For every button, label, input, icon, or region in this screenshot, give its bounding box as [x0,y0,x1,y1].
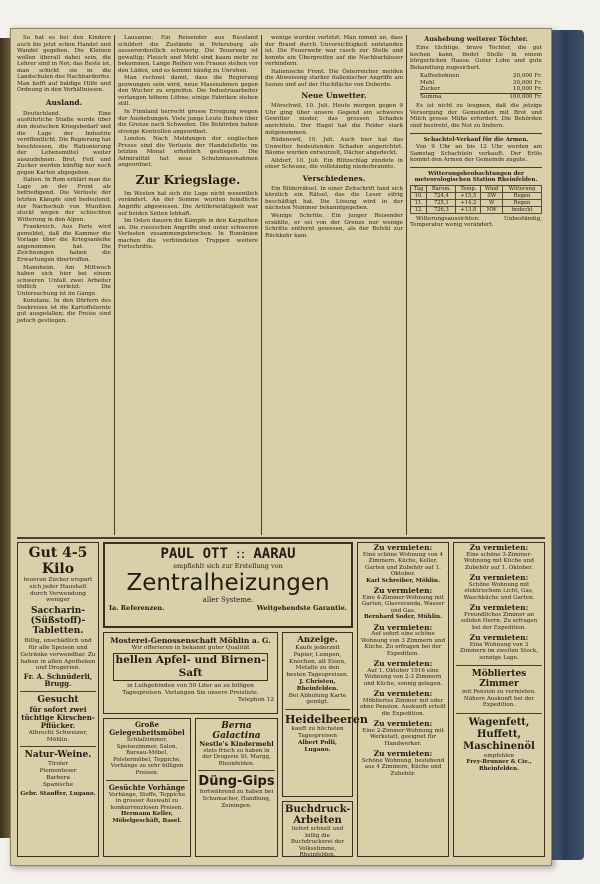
ad-vermieten-name: Bernhard Soder, Mühlin. [363,614,443,620]
ad-heidelbeeren-text: kauft zu höchsten Tagespreisen [291,726,344,739]
ad-vermieten-title: Zu vermieten: [469,633,529,642]
ad-saccharin [17,542,99,857]
ad-anzeige-head: Anzeige. [297,635,338,645]
ad-mosterei-sub: Wir offerieren in bekannt guter Qualität [131,645,250,651]
column-3 [265,35,403,533]
ad-vermieten [456,545,542,571]
ad-anzeige-seller: J. Christen, Rheinfelden. [296,678,339,692]
ad-wagenfett-text: empfehlen [484,752,514,759]
col3-p6: Ein Bilderrätsel. In einer Zeitschrift fand sich kürzlich ein Rätsel, das die Leser eifrig beschäftigt hat. Die Lösung wird in der nächsten Nummer bekanntgegeben. [265,185,403,212]
ad-moebel [103,718,191,857]
ad-moebl-text: mit Pension zu vermieten. Nähere Auskunft bei der Expedition. [462,689,536,708]
ad-wagenfett-seller: Frey-Brunner & Cie., Rheinfelden. [466,759,532,772]
ad-vermieten [360,588,446,621]
ad-mosterei-terms: in Leihgebinden von 50 Liter an zu billigen Tagespreisen. Verlangen Sie unsere Preisliste. [122,683,259,696]
ad-vermieten-text: Möbliertes Zimmer mit oder ohne Pension. Auskunft erteilt die Expedition. [360,697,446,717]
col4-heading2: Schachtel-Verkauf für die Armen. [423,136,529,143]
ad-vermieten-title: Zu vermieten: [469,543,529,552]
col4-p1: Eine tüchtige, brave Tochter, die gut kochen kann, findet Stelle in einem bürgerlichen Hause. Guter Lohn und gute Behandlung zugesichert. [410,45,542,71]
divider [410,167,542,168]
ad-mosterei [103,632,278,714]
wine-item: Barbera [46,774,70,781]
column-rule [114,35,115,535]
divider [456,713,542,714]
ad-mosterei-contact: Telephon 12 [237,696,274,703]
divider [106,780,188,781]
ad-vermieten-title: Zu vermieten: [373,659,433,668]
col4-heading3: Witterungsbeobachtungen der meteorologischen Station Rheinfelden. [414,170,538,184]
column-1 [17,35,111,533]
col3-heading1: Neue Unwetter. [301,91,367,101]
divider [285,709,350,710]
ad-gips-text: fortwährend zu haben bei Schumacher, Handlung, Zeiningen. [199,789,274,809]
ad-moebl-title: Möbliertes Zimmer [471,669,527,689]
ad-gips-title: Düng-Gips [198,774,275,790]
ad-vermieten [360,545,446,584]
ads-divider [17,537,545,539]
ad-gesucht-text: für sofort zwei tüchtige Kirschen-Pflücker. [21,704,95,730]
col3-p7: Wenige Schritte. Ein junger Reisender erzählte, er sei von der Grenze nur wenige Schritte entfernt gewesen, als der Befehl zur Rückkehr kam. [265,213,403,239]
weather-table-row: 12. 726,3 +13,8 NW bedeckt [411,206,542,213]
ad-ott-main: Zentralheizungen [126,570,330,596]
ad-vermieten-column [357,542,449,857]
weather-table-row: 11. 725,1 +14,2 W Regen [411,199,542,206]
ad-berna-sub: Nestle's Kindermehl [199,740,274,748]
ad-vermieten-title: Zu vermieten: [373,586,433,595]
ad-vermieten [360,751,446,777]
ad-mosterei-head: Mosterei-Genossenschaft Möhlin a. G. [110,636,271,645]
ad-saccharin-seller: Fr. A. Schnüderli, Brugg. [23,672,93,688]
ad-wine-seller: Gebr. Stauffer, Lugano. [20,790,96,797]
ad-vermieten-text: Eine Wohnung von 3 Zimmern im zweiten Stock, sonnige Lage. [459,641,539,661]
ad-paul-ott [103,542,353,628]
ad-vermieten [456,635,542,661]
ad-berna-brand: Berna [221,721,252,731]
col3-p5: Altdorf, 10. Juli. Ein Blitzschlag zündete in einer Scheune, die vollständig niederbrannte. [265,157,403,171]
ad-vermieten-title: Zu vermieten: [373,543,433,552]
wine-item: Spanische [42,781,74,788]
ad-vermieten-text: Eine schöne 3-Zimmer-Wohnung mit Küche und Zubehör auf 1. Oktober. [464,551,534,571]
ad-vermieten [456,575,542,601]
ad-ott-header [109,546,347,562]
col3-p1: wenige wurden verletzt. Man nimmt an, dass der Brand durch Unvorsichtigkeit entstanden ist. Die Feuerwehr war rasch zur Stelle und konnte ein Übergreifen auf die Nachbarhäuser verhindern. [265,35,403,68]
ad-wagenfett [456,717,542,773]
divider [456,665,542,666]
ad-moebel-text: Schlafzimmer, Speisezimmer, Salon, Bureau-Möbel, Polstermöbel, Teppiche, Vorhänge zu sehr billigen Preisen. [110,737,184,776]
ad-saccharin-text: Billig, unschädlich und für alle Speisen und Getränke verwendbar. Zu haben in allen Apotheken und Drogerien. [20,638,96,672]
ad-moebel-seller: Hermann Keller, Möbelgeschäft, Basel. [112,811,182,824]
ad-vermieten [360,691,446,717]
col3-p3: Mörschwil, 10. Juli. Heute morgen gegen 9 Uhr ging über unsere Gegend ein schweres Gewitter nieder, das grossen Schaden anrichtete. Der Hagel hat die Felder stark mitgenommen. [265,103,403,136]
ad-vermieten-text: Freundliches Zimmer an soliden Herrn. Zu erfragen bei der Expedition. [460,611,538,631]
ad-vermieten-name: Karl Schreiber, Möhlin. [366,577,440,584]
ad-buchdruck-text: liefert schnell und billig die Buchdruckerei der Volksstimme, Rheinfelden. [290,826,345,859]
col2-p6: Im Osten dauern die Kämpfe in den Karpathen an. Die russischen Angriffe sind unter schweren Verlusten zusammengebrochen. In Rumänien machen die verbündeten Truppen weitere Fortschritte. [118,218,258,251]
ad-ott-right: Weitgehendste Garantie. [256,604,347,612]
ad-saccharin-sub: teueren Zucker erspart sich jeder Haushalt durch Verwendung weniger [23,577,93,604]
col2-p4: London. Nach Meldungen der englischen Presse sind die Verluste der Handelsflotte im letzten Monat erheblich gestiegen. Die Admiralität hat neue Schutzmassnahmen angeordnet. [118,136,258,169]
sales-list [420,73,542,100]
col4-p3: Von 9 Uhr an bis 12 Uhr werden am Samstag Schachteln verkauft. Der Erlös kommt den Armen der Gemeinde zugute. [410,144,542,164]
col3-heading2: Verschiedenes. [302,173,366,183]
col1-p2: Italien. In Rom erklärt man die Lage an der Front als befriedigend. Die Verluste der letzten Kämpfe sind bedeutend; der Nachschub von Munition stockt wegen der schlechten Witterung in den Alpen. [17,177,111,223]
weather-table-row: 10. 724,4 +15,5 SW Regen [411,192,542,199]
ad-wagenfett-title: Wagenfett, Huffett, Maschinenöl [463,716,535,752]
book-cover-edge [548,30,584,860]
ad-vermieten-text: Eine 4-Zimmer-Wohnung mit Garten, Glasveranda, Wasser und Gas. [361,594,445,614]
ad-anzeige-text: Kaufe jederzeit Papier, Lumpen, Knochen, alt Eisen, Metalle zu den besten Tagespreisen. [286,645,349,679]
col1-p5: Konstanz. In den Dörfern des Seekreises ist die Kartoffelernte gut ausgefallen; die Preise sind jedoch gestiegen. [17,298,111,324]
ad-ott-left: Ia. Referenzen. [109,604,165,612]
weather-table [410,185,542,214]
ad-wine-title: Natur-Weine. [24,750,92,761]
ad-vermieten-text: Schöne Wohnung, bestehend aus 4 Zimmern, Küche und Zubehör. [361,757,445,777]
ad-saccharin-product: Saccharin-(Süßstoff)-Tabletten. [30,606,86,637]
col2-p2: Man rechnet damit, dass die Regierung gezwungen sein wird, neue Massnahmen gegen den Wucher zu ergreifen. Die Industriearbeiter verlangen höhere Löhne; einige Fabriken stehen still. [118,75,258,108]
ad-heidelbeeren-seller: Albert Polli, Lugano. [298,739,337,753]
col2-p5: Im Westen hat sich die Lage nicht wesentlich verändert. An der Somme wurden feindliche Angriffe abgewiesen. Die Artillerietätigkeit war auf beiden Seiten lebhaft. [118,190,258,217]
sales-row: Zucker 10,000 Fr. [420,86,542,93]
col1-p3: Frankreich. Aus Paris wird gemeldet, daß die Kammer die Vorlage über die Kriegsanleihe angenommen hat. Die Zeichnungen haben die Erwartungen übertroffen. [17,224,111,263]
ad-buchdruck-title: Buchdruck-Arbeiten [285,804,351,826]
col2-heading: Zur Kriegslage. [135,172,241,187]
ad-ott-sep: :: [235,546,246,562]
ad-vermieten-text: Eine 2-Zimmer-Wohnung mit Werkstatt, geeignet für Handwerker. [362,727,444,747]
col4-foot: Witterungsaussichten: Unbeständig, Temperatur wenig verändert. [410,215,542,229]
ad-vorhaenge-text: Vorhänge, Stoffe, Teppiche in grosser Auswahl zu konkurrenzlosen Preisen. [108,791,186,811]
ad-vermieten-title: Zu vermieten: [373,622,433,632]
weather-table-header: Tag Barom. Temp. Wind Witterung [411,185,542,192]
ad-vermieten-title: Zu vermieten: [469,573,529,582]
ad-gesucht-title: Gesucht [37,694,79,705]
ad-vorhaenge-head: Gesüchte Vorhänge [108,782,186,792]
ad-vermieten-text: Schöne Wohnung mit elektrischem Licht, Gas, Waschküche und Garten. [463,581,535,601]
ad-vermieten-text: Auf 1. Oktober 1916 eine Wohnung von 2-3 Zimmern und Küche, sonnig gelegen. [363,667,443,687]
ad-ott-sub: aller Systeme. [202,596,254,604]
ad-moebliertes-zimmer [456,669,542,709]
divider [20,746,96,747]
divider [410,133,542,134]
newspaper-page [10,28,552,866]
divider [198,770,275,771]
ad-anzeige-text2: Bei Abholung Karte genügt. [288,692,347,706]
ad-berna-product: Galactina [212,731,261,741]
ad-berna [195,718,278,857]
ad-ott-city: AARAU [253,546,296,562]
ad-vermieten-text: Auf sofort eine schöne Wohnung von 3 Zimmern und Küche. Zu erfragen bei der Expedition. [360,631,446,657]
column-2 [118,35,258,533]
ad-vermieten [360,661,446,687]
ad-mosterei-main: hellen Apfel- und Birnen-Saft [113,653,268,681]
ad-ott-name: PAUL OTT [160,546,228,562]
ad-vermieten-title: Zu vermieten: [373,749,433,758]
ad-moebel-head: Große Gelegenheitsmöbel [109,720,185,737]
divider [20,691,96,692]
ad-gesucht-loc: Albrecht Schweizer, Möhlin. [28,729,88,743]
col3-p4: Rüdenswil, 10. Juli. Auch hier hat das Unwetter bedeutenden Schaden angerichtet. Bäume wurden entwurzelt, Dächer abgedeckt. [265,137,403,157]
column-4 [410,35,542,533]
column-rule [406,35,407,535]
column-rule [261,35,262,535]
ad-anzeige [282,632,368,797]
wine-item: Piemonteser [39,768,77,775]
col1-p4: Mannheim. Am Mittwoch haben sich hier bei einem schweren Unfall zwei Arbeiter tödlich verletzt. Die Untersuchung ist im Gange. [17,264,111,297]
col1-heading: Ausland. [45,97,83,107]
col4-p2: Es ist nicht zu leugnen, daß die jetzige Versorgung der Gemeinden mit Brot und Milch grosse Mühe erfordert. Die Behörden sind bestrebt, die Not zu lindern. [410,103,542,130]
ad-vermieten-text: Eine schöne Wohnung von 4 Zimmern, Küche, Keller, Garten und Zubehör auf 1. Oktober. [362,551,444,577]
ad-ott-footer [109,604,347,612]
ad-vermieten-title: Zu vermieten: [469,603,529,612]
col3-p2: Italienische Front. Die Österreicher melden die Abweisung starker italienischer Angriffe am Isonzo und auf der Hochfläche von Doberdo. [265,68,403,88]
col2-p3: In Finnland herrscht grosse Erregung wegen der Aushebungen. Viele junge Leute fliehen über die Grenze nach Schweden. Die Behörden haben strenge Kontrollen angeordnet. [118,109,258,135]
ad-heidelbeeren-head: Heidelbeeren [285,713,368,727]
col1-p1: Deutschland. Eine ausführliche Studie wurde über den deutschen Kriegsbedarf und die Lage der Industrie veröffentlicht. Die Regierung hat beschlossen, die Rationierung der Lebensmittel weiter auszudehnen. Brot, Fett und Zucker werden künftig nur noch gegen Karten abgegeben. [17,110,111,176]
ad-vermieten [360,622,446,658]
sales-row: Kaffeebohnen 20,000 Fr. [420,73,542,80]
ad-vermieten [360,721,446,747]
ad-buchdruck [282,801,353,857]
ad-vermieten-title: Zu vermieten: [373,719,433,728]
wine-item: Tiroler [47,761,69,768]
ad-vermieten-title: Zu vermieten: [373,689,433,698]
col4-heading: Aushebung weiterer Töchter. [424,35,528,43]
ad-saccharin-title: Gut 4-5 Kilo [28,545,88,577]
sales-row: Mehl 30,000 Fr. [420,79,542,86]
ad-ott-tag: empfiehlt sich zur Erstellung von [173,562,283,570]
col1-intro: So hat es bei den Kindern auch bis jetzt schon Handel und Wandel gegeben. Die Kleinen wollen überall dabei sein, die Lehrer sind in Not; das Beste ist, man schickt sie in die Landschulen des Nachbardorfes. Man hofft auf baldige Hilfe und Ordnung in den Verhältnissen. [17,35,111,94]
col2-p1: Lausanne. Ein Reisender aus Russland schildert die Zustände in Petersburg als ausserordentlich schwierig. Die Teuerung ist gewaltig; Fleisch und Mehl sind kaum mehr zu bekommen. Lange Reihen von Frauen stehen vor den Läden, und es kommt häufig zu Unruhen. [118,35,258,74]
ad-vermieten-column-2 [453,542,545,857]
sales-total: Summa 100,000 Fr. [420,93,542,100]
ad-berna-text: stets frisch zu haben in der Drogerie St. Margg, Rheinfelden. [202,747,271,767]
ad-vermieten [456,605,542,631]
